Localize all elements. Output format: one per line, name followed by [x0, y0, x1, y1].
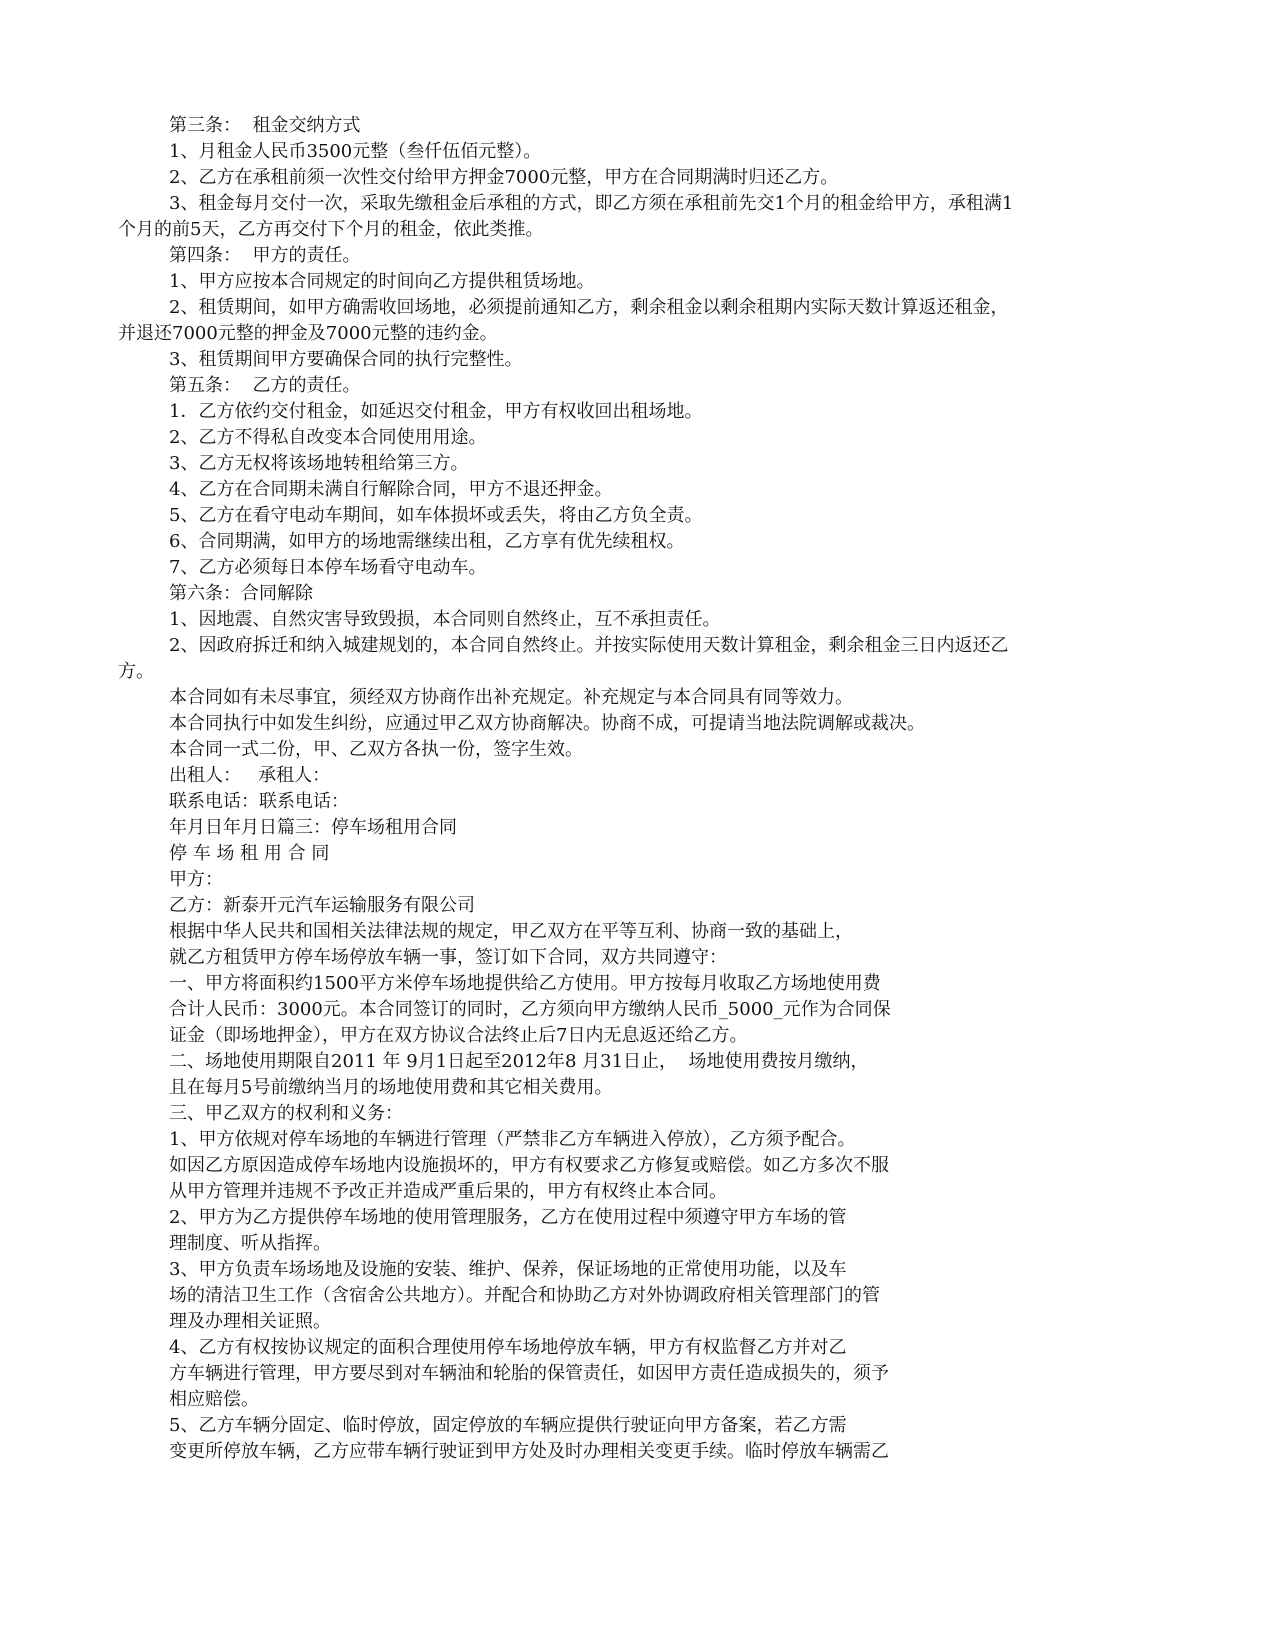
text-line: 理及办理相关证照。 — [169, 1311, 331, 1332]
text-line: 1．乙方依约交付租金，如延迟交付租金，甲方有权收回出租场地。 — [169, 401, 703, 422]
text-line: 3、乙方无权将该场地转租给第三方。 — [169, 453, 469, 474]
text-line: 并退还7000元整的押金及7000元整的违约金。 — [118, 323, 498, 344]
text-line: 且在每月5号前缴纳当月的场地使用费和其它相关费用。 — [169, 1077, 613, 1098]
contract-title: 停 车 场 租 用 合 同 — [169, 843, 330, 864]
text-line: 7、乙方必须每日本停车场看守电动车。 — [169, 557, 487, 578]
text-line: 合计人民币：3000元。本合同签订的同时，乙方须向甲方缴纳人民币_5000_元作为合同保 — [169, 999, 891, 1020]
text-line: 根据中华人民共和国相关法律法规的规定，甲乙双方在平等互利、协商一致的基础上， — [169, 921, 853, 942]
text-line: 本合同如有未尽事宜，须经双方协商作出补充规定。补充规定与本合同具有同等效力。 — [169, 687, 853, 708]
text-line: 2、乙方在承租前须一次性交付给甲方押金7000元整，甲方在合同期满时归还乙方。 — [169, 167, 839, 188]
text-line: 理制度、听从指挥。 — [169, 1233, 331, 1254]
text-line: 2、因政府拆迁和纳入城建规划的，本合同自然终止。并按实际使用天数计算租金，剩余租金三日内返还乙 — [169, 635, 1009, 656]
text-line: 相应赔偿。 — [169, 1389, 259, 1410]
text-line: 3、租赁期间甲方要确保合同的执行完整性。 — [169, 349, 523, 370]
article-6-heading: 第六条：合同解除 — [169, 583, 313, 604]
text-line: 1、因地震、自然灾害导致毁损，本合同则自然终止，互不承担责任。 — [169, 609, 721, 630]
text-line: 1、甲方依规对停车场地的车辆进行管理（严禁非乙方车辆进入停放），乙方须予配合。 — [169, 1129, 856, 1150]
text-line: 2、租赁期间，如甲方确需收回场地，必须提前通知乙方，剩余租金以剩余租期内实际天数计算返还租金， — [169, 297, 1009, 318]
text-line: 2、甲方为乙方提供停车场地的使用管理服务，乙方在使用过程中须遵守甲方车场的管 — [169, 1207, 847, 1228]
text-line: 个月的前5天，乙方再交付下个月的租金，依此类推。 — [118, 219, 544, 240]
text-line: 4、乙方有权按协议规定的面积合理使用停车场地停放车辆，甲方有权监督乙方并对乙 — [169, 1337, 847, 1358]
text-line: 本合同一式二份，甲、乙双方各执一份，签字生效。 — [169, 739, 583, 760]
text-line: 1、甲方应按本合同规定的时间向乙方提供租赁场地。 — [169, 271, 595, 292]
article-5-heading: 第五条： 乙方的责任。 — [169, 375, 361, 396]
party-a-line: 甲方： — [169, 869, 223, 890]
text-line: 一、甲方将面积约1500平方米停车场地提供给乙方使用。甲方按每月收取乙方场地使用费 — [169, 973, 881, 994]
text-line: 二、场地使用期限自2011 年 9月1日起至2012年8 月31日止， 场地使用费按月缴纳， — [169, 1051, 869, 1072]
text-line: 4、乙方在合同期未满自行解除合同，甲方不退还押金。 — [169, 479, 613, 500]
text-line: 3、租金每月交付一次，采取先缴租金后承租的方式，即乙方须在承租前先交1个月的租金给甲方，承租满1 — [169, 193, 1014, 214]
text-line: 2、乙方不得私自改变本合同使用用途。 — [169, 427, 487, 448]
text-line: 5、乙方车辆分固定、临时停放，固定停放的车辆应提供行驶证向甲方备案，若乙方需 — [169, 1415, 847, 1436]
date-line: 年月日年月日篇三：停车场租用合同 — [169, 817, 457, 838]
text-line: 5、乙方在看守电动车期间，如车体损坏或丢失，将由乙方负全责。 — [169, 505, 703, 526]
text-line: 从甲方管理并违规不予改正并造成严重后果的，甲方有权终止本合同。 — [169, 1181, 727, 1202]
text-line: 本合同执行中如发生纠纷，应通过甲乙双方协商解决。协商不成，可提请当地法院调解或裁决。 — [169, 713, 925, 734]
text-line: 方。 — [118, 661, 154, 682]
text-line: 三、甲乙双方的权利和义务： — [169, 1103, 403, 1124]
text-line: 1、月租金人民币3500元整（叁仟伍佰元整）。 — [169, 141, 542, 162]
text-line: 证金（即场地押金），甲方在双方协议合法终止后7日内无息返还给乙方。 — [169, 1025, 748, 1046]
article-4-heading: 第四条： 甲方的责任。 — [169, 245, 361, 266]
text-line: 6、合同期满，如甲方的场地需继续出租，乙方享有优先续租权。 — [169, 531, 685, 552]
text-line: 3、甲方负责车场场地及设施的安装、维护、保养，保证场地的正常使用功能，以及车 — [169, 1259, 847, 1280]
article-3-heading: 第三条： 租金交纳方式 — [169, 115, 361, 136]
text-line: 就乙方租赁甲方停车场停放车辆一事，签订如下合同，双方共同遵守： — [169, 947, 727, 968]
phone-line: 联系电话：联系电话： — [169, 791, 349, 812]
party-b-line: 乙方：新泰开元汽车运输服务有限公司 — [169, 895, 475, 916]
signature-line: 出租人： 承租人： — [169, 765, 331, 786]
text-line: 如因乙方原因造成停车场地内设施损坏的，甲方有权要求乙方修复或赔偿。如乙方多次不服 — [169, 1155, 889, 1176]
text-line: 方车辆进行管理，甲方要尽到对车辆油和轮胎的保管责任，如因甲方责任造成损失的，须予 — [169, 1363, 889, 1384]
text-line: 场的清洁卫生工作（含宿舍公共地方）。并配合和协助乙方对外协调政府相关管理部门的管 — [169, 1285, 880, 1306]
text-line: 变更所停放车辆，乙方应带车辆行驶证到甲方处及时办理相关变更手续。临时停放车辆需乙 — [169, 1441, 889, 1462]
